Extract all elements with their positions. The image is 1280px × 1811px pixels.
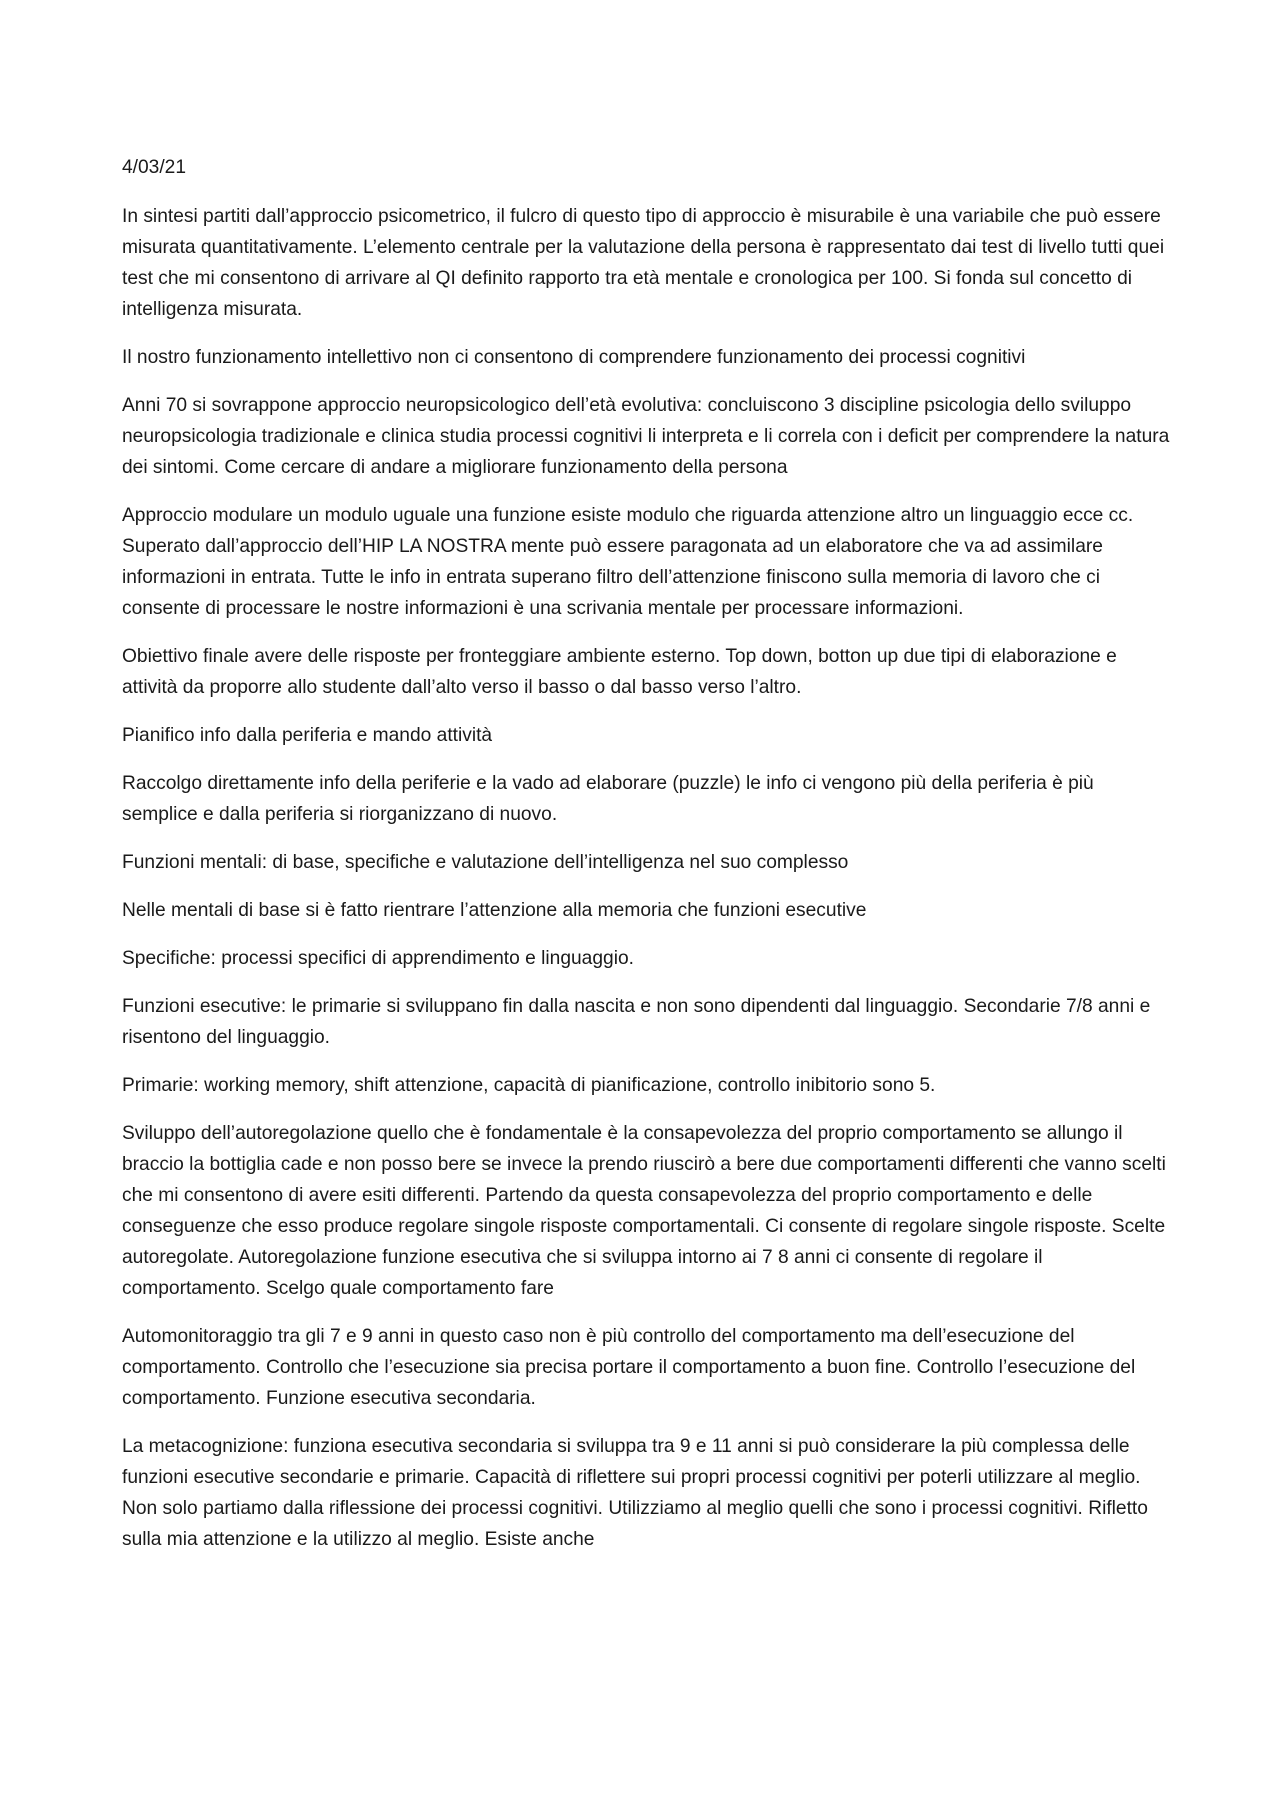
paragraph: Pianifico info dalla periferia e mando attività: [122, 725, 493, 746]
paragraph: Obiettivo finale avere delle risposte per fronteggiare ambiente esterno. Top down, botton up due tipi di elaborazione e attività da proporre allo studente dall’alto verso il basso o dal basso verso l’altro.: [122, 646, 1117, 698]
paragraph: Automonitoraggio tra gli 7 e 9 anni in questo caso non è più controllo del comportamento ma dell’esecuzione del comportamento. Controllo che l’esecuzione sia precisa portare il comportamento a buon fine. Controllo l’esecuzione del comportamento. Funzione esecutiva secondaria.: [122, 1326, 1136, 1409]
document-date: 4/03/21: [122, 157, 187, 178]
paragraph: Sviluppo dell’autoregolazione quello che è fondamentale è la consapevolezza del proprio comportamento se allungo il braccio la bottiglia cade e non posso bere se invece la prendo riuscirò a bere due comportamenti differenti che vanno scelti che mi consentono di avere esiti differenti. Partendo da questa consapevolezza del proprio comportamento e delle conseguenze che esso produce regolare singole risposte comportamentali. Ci consente di regolare singole risposte. Scelte autoregolate. Autoregolazione funzione esecutiva che si sviluppa intorno ai 7 8 anni ci consente di regolare il comportamento. Scelgo quale comportamento fare: [122, 1123, 1166, 1299]
paragraph: Funzioni esecutive: le primarie si sviluppano fin dalla nascita e non sono dipendenti dal linguaggio. Secondarie 7/8 anni e risentono del linguaggio.: [122, 996, 1151, 1048]
paragraph: In sintesi partiti dall’approccio psicometrico, il fulcro di questo tipo di approccio è misurabile è una variabile che può essere misurata quantitativamente. L’elemento centrale per la valutazione della persona è rappresentato dai test di livello tutti quei test che mi consentono di arrivare al QI definito rapporto tra età mentale e cronologica per 100. Si fonda sul concetto di intelligenza misurata.: [122, 206, 1165, 320]
paragraph: Approccio modulare un modulo uguale una funzione esiste modulo che riguarda attenzione altro un linguaggio ecce cc. Superato dall’approccio dell’HIP LA NOSTRA mente può essere paragonata ad un elaboratore che va ad assimilare informazioni in entrata. Tutte le info in entrata superano filtro dell’attenzione finiscono sulla memoria di lavoro che ci consente di processare le nostre informazioni è una scrivania mentale per processare informazioni.: [122, 505, 1134, 619]
document-body: [122, 152, 1172, 1572]
paragraph: Raccolgo direttamente info della periferie e la vado ad elaborare (puzzle) le info ci vengono più della periferia è più semplice e dalla periferia si riorganizzano di nuovo.: [122, 773, 1094, 825]
paragraph: Nelle mentali di base si è fatto rientrare l’attenzione alla memoria che funzioni esecutive: [122, 900, 867, 921]
paragraph: Il nostro funzionamento intellettivo non ci consentono di comprendere funzionamento dei processi cognitivi: [122, 347, 1026, 368]
paragraph: Specifiche: processi specifici di apprendimento e linguaggio.: [122, 948, 634, 969]
paragraph: Funzioni mentali: di base, specifiche e valutazione dell’intelligenza nel suo complesso: [122, 852, 849, 873]
paragraph: Anni 70 si sovrappone approccio neuropsicologico dell’età evolutiva: concluiscono 3 discipline psicologia dello sviluppo neuropsicologia tradizionale e clinica studia processi cognitivi li interpreta e li correla con i deficit per comprendere la natura dei sintomi. Come cercare di andare a migliorare funzionamento della persona: [122, 395, 1170, 478]
paragraph: La metacognizione: funziona esecutiva secondaria si sviluppa tra 9 e 11 anni si può considerare la più complessa delle funzioni esecutive secondarie e primarie. Capacità di riflettere sui propri processi cognitivi per poterli utilizzare al meglio. Non solo partiamo dalla riflessione dei processi cognitivi. Utilizziamo al meglio quelli che sono i processi cognitivi. Rifletto sulla mia attenzione e la utilizzo al meglio. Esiste anche: [122, 1436, 1148, 1550]
paragraph: Primarie: working memory, shift attenzione, capacità di pianificazione, controllo inibitorio sono 5.: [122, 1075, 936, 1096]
